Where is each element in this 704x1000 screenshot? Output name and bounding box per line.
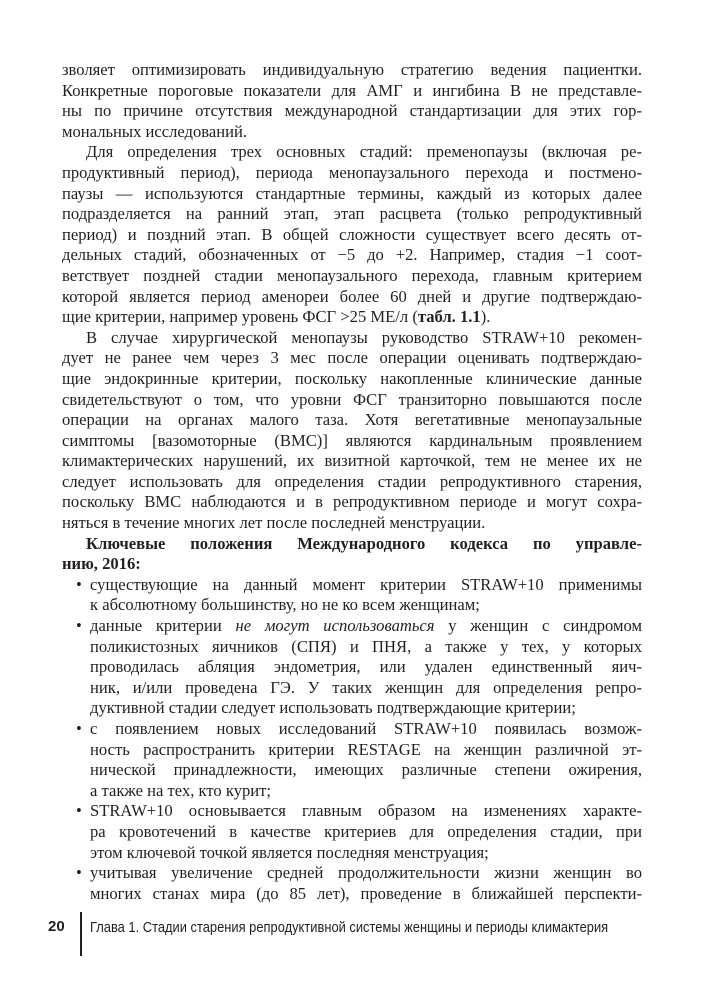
page-number: 20 (48, 918, 65, 935)
text-line (62, 101, 642, 122)
bold-text: Ключевые положения Международного кодекса по управле- (86, 533, 642, 553)
text-line (62, 843, 642, 864)
text-line (62, 740, 642, 761)
text-line (62, 513, 642, 534)
text-run: существующие на данный момент критерии STRAW+10 применимы (90, 574, 642, 594)
text-line (62, 492, 642, 513)
text-run: к абсолютному большинству, но не ко всем женщинам; (90, 595, 480, 615)
text-run: щие критерии, например уровень ФСГ >25 МЕ/л ( (62, 307, 418, 327)
text-line (62, 657, 642, 678)
text-line (62, 225, 642, 246)
text-run: дует не ранее чем через 3 мес после операции оценивать подтверждаю- (62, 348, 642, 368)
text-line (62, 287, 642, 308)
text-line (62, 801, 642, 822)
bullet-item (62, 801, 642, 863)
text-run: климактерических нарушений, их визитной карточкой, тем не менее их не (62, 451, 642, 471)
text-run: ник, и/или проведена ГЭ. У таких женщин для определения репро- (90, 677, 642, 697)
text-line (62, 822, 642, 843)
text-run: паузы — используются стандартные термины, каждый из которых далее (62, 183, 642, 203)
text-line (62, 575, 642, 596)
text-run: следует использовать для определения стадии репродуктивного старения, (62, 471, 642, 491)
text-line (62, 307, 642, 328)
text-line (62, 142, 642, 163)
text-run: которой является период аменореи более 60 дней и другие подтверждаю- (62, 286, 642, 306)
text-line (62, 451, 642, 472)
text-line (62, 760, 642, 781)
text-line (62, 678, 642, 699)
text-run: зволяет оптимизировать индивидуальную стратегию ведения пациентки. (62, 60, 642, 79)
text-run: ны по причине отсутствия международной стандартизации для этих гор- (62, 101, 642, 121)
text-line (62, 410, 642, 431)
text-line (62, 781, 642, 802)
text-run: операции на органах малого таза. Хотя вегетативные менопаузальные (62, 410, 642, 430)
bullet-item (62, 575, 642, 616)
text-line (62, 369, 642, 390)
text-run: свидетельствуют о том, что уровни ФСГ транзиторно повышаются после (62, 389, 642, 409)
text-run: симптомы [вазомоторные (ВМС)] являются кардинальным проявлением (62, 430, 642, 450)
text-run: Для определения трех основных стадий: пременопаузы (включая ре- (86, 142, 642, 162)
text-line (62, 348, 642, 369)
bullet-item (62, 863, 642, 904)
running-title: Глава 1. Стадии старения репродуктивной системы женщины и периоды климактерия (90, 919, 609, 936)
text-run: ность распространить критерии RESTAGE на женщин различной эт- (90, 739, 642, 759)
bullet-item (62, 616, 642, 719)
text-run: поликистозных яичников (СПЯ) и ПНЯ, а также у тех, у которых (90, 636, 642, 656)
section-heading (62, 534, 642, 575)
text-line (62, 431, 642, 452)
text-line (62, 863, 642, 884)
text-run: мональных исследований. (62, 121, 248, 141)
text-run: с появлением новых исследований STRAW+10 появилась возмож- (90, 719, 642, 738)
text-line (62, 616, 642, 637)
paragraph (62, 328, 642, 534)
footer-divider (80, 912, 82, 956)
text-line (62, 698, 642, 719)
text-run: у женщин с синдромом (434, 616, 642, 636)
text-run: проводилась абляция эндометрия, или удален единственный яич- (90, 657, 642, 677)
text-run: Конкретные пороговые показатели для АМГ и ингибина В не представле- (62, 80, 642, 100)
text-run: ра кровотечений в качестве критериев для определения стадии, при (90, 821, 642, 841)
text-run: продуктивный период), периода менопаузального перехода и постмено- (62, 162, 642, 182)
text-line (62, 266, 642, 287)
text-line (62, 637, 642, 658)
text-line (62, 204, 642, 225)
text-line (62, 60, 642, 81)
text-run: данные критерии (90, 616, 236, 636)
text-line (62, 554, 642, 575)
bold-text: табл. 1.1 (417, 307, 481, 327)
text-run: няться в течение многих лет после последней менструации. (62, 513, 486, 533)
text-line (62, 472, 642, 493)
page-body (62, 60, 642, 904)
text-line (62, 122, 642, 143)
text-run: этом ключевой точкой является последняя менструация; (90, 842, 489, 862)
paragraph (62, 60, 642, 142)
text-run: учитывая увеличение средней продолжительности жизни женщин во (90, 863, 642, 883)
text-run: ветствует поздней стадии менопаузального перехода, главным критерием (62, 265, 642, 285)
bold-text: нию, 2016: (62, 554, 141, 574)
text-run: ). (480, 307, 491, 327)
text-run: подразделяется на ранний этап, этап расцвета (только репродуктивный (62, 204, 642, 224)
italic-text: не могут использоваться (235, 616, 435, 636)
text-run: поскольку ВМС наблюдаются и в репродуктивном периоде и могут сохра- (62, 492, 642, 512)
text-line (62, 163, 642, 184)
text-line (62, 884, 642, 905)
text-run: дуктивной стадии следует использовать подтверждающие критерии; (90, 698, 576, 718)
text-run: многих станах мира (до 85 лет), проведение в ближайшей перспекти- (90, 883, 642, 903)
text-line (62, 595, 642, 616)
text-run: нической принадлежности, имеющих различные степени ожирения, (90, 760, 642, 780)
text-line (62, 245, 642, 266)
bullet-item (62, 719, 642, 801)
text-line (62, 390, 642, 411)
text-line (62, 184, 642, 205)
text-run: щие эндокринные критерии, поскольку накопленные клинические данные (62, 368, 642, 388)
text-line (62, 719, 642, 740)
text-run: дельных стадий, обозначенных от −5 до +2. Например, стадия −1 соот- (62, 245, 642, 265)
text-line (62, 534, 642, 555)
text-run: STRAW+10 основывается главным образом на изменениях характе- (90, 801, 642, 821)
text-run: период) и поздний этап. В общей сложности существует всего десять от- (62, 224, 642, 244)
text-run: В случае хирургической менопаузы руководство STRAW+10 рекомен- (86, 327, 642, 347)
text-line (62, 328, 642, 349)
paragraph (62, 142, 642, 327)
text-line (62, 81, 642, 102)
text-run: а также на тех, кто курит; (90, 780, 272, 800)
